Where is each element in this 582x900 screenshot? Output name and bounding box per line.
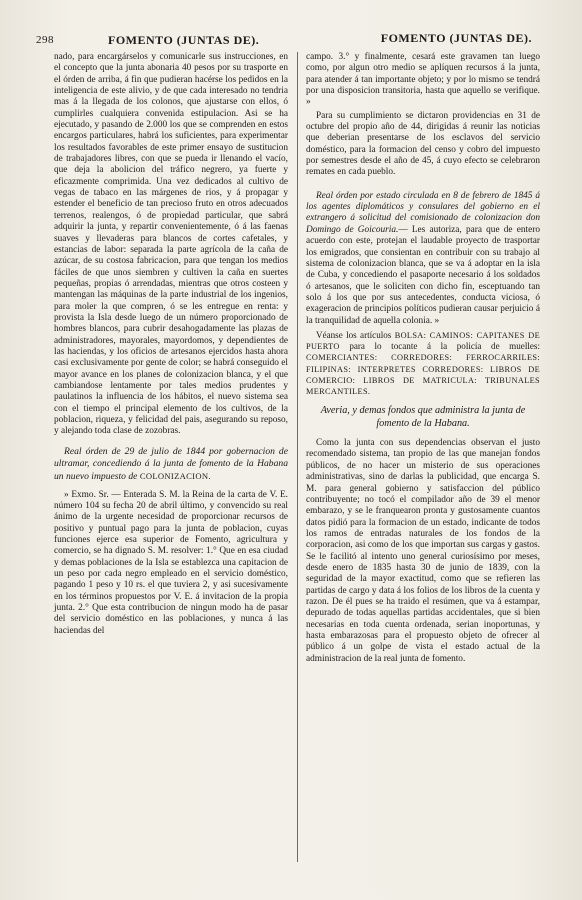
cross-references [306, 330, 540, 397]
column-divider [297, 52, 298, 862]
section-title-text: Real órden de 29 de julio de 1844 por gobernacion de ultramar, concediendo á la junta de fomento de la Habana un nuevo impuesto de [54, 445, 288, 482]
right-column [306, 52, 540, 668]
refs-mid: para lo tocante á la policía de muelles: [349, 341, 540, 352]
section-heading: Averia, y demas fondos que administra la junta de fomento de la Habana. [320, 405, 526, 429]
section-title-text: Real órden por estado circulada en 8 de febrero de 1845 á los agentes diplomáticos y consulares del gobierno en el extrangero á solicitud del comisionado de colonizacion don Domingo de Goicouria. [306, 190, 540, 235]
running-header [36, 30, 546, 50]
section-body: — Les autoriza, para que de entero acuerdo con este, protejan el laudable proyecto de trasportar los emigrados, que consientan en contribuir con su trabajo al sistema de colonizacion blanca, que se va á adoptar en la isla de Cuba, y concediendo el pasaporte necesario á los soldados ó artesanos, que le soliciten con dicho fin, esceptuando tan solo á los que por sus antecedentes, conducta viciosa, ó exageracion de principios políticos pudieran causar perjuicio á la tranquilidad de aquella colonia. » [306, 224, 540, 326]
spacer [306, 181, 540, 191]
refs-articles: BOLSA: CAMINOS: CAPITANES DE PUERTO [306, 330, 541, 352]
paragraph: campo. 3.° y finalmente, cesará este gravamen tan luego como, por algun otro medio se aplíquen recursos á la junta, para atender á tan importante objeto; y por lo mismo se tendrá por una disposicion transitoria, hasta que aquello se verifique. » [306, 52, 540, 108]
refs-lead: Véanse los artículos [316, 329, 392, 340]
paragraph: Para su cumplimiento se dictaron providencias en 31 de octubre del propio año de 44, dirigidas á reunir las noticias que deberian presentarse de los esclavos del servicio doméstico, para la formacion del censo y cobro del impuesto por semestres desde el año de 45, á cuyo efecto se celebraron remates en cada pueblo. [306, 110, 540, 178]
section-title-caps: COLONIZACION. [139, 470, 211, 481]
running-title-left: FOMENTO (JUNTAS DE). [108, 33, 260, 47]
section-title [54, 446, 288, 483]
paragraph: Como la junta con sus dependencias observan el justo recomendado sistema, tan propio de las que manejan fondos públicos, de no hacer un misterio de sus operaciones administrativas, sino de darlas la publicidad, que encarga S. M. para general gobierno y satisfaccion del público contribuyente; no tocó el compilador año de 39 el menor embarazo, y se le franquearon pronta y gustosamente cuantos datos pidió para la formacion de un estado, indicante de todos los ramos de entradas naturales de los fondos de la corporacion, asi como de los que importan sus cargas y gastos. Se le facilitó al intento uno general curiosísimo por meses, desde enero de 1835 hasta 30 de junio de 1839, con la seguridad de la mayor exactitud, como que se refieren las partidas de cargo y data á los folios de los libros de la cuenta y razon. De él pues se ha traido el resúmen, que va á estampar, depurado de todas aquellas partidas accidentales, que si bien necesarias en toda cuenta ordenada, serian inoportunas, y hasta embarazosas para el propuesto objeto de ofrecer al público á un golpe de vista el estado actual de la administracion de la real junta de fomento. [306, 438, 540, 664]
refs-articles-2: COMERCIANTES: CORREDORES: FERROCARRILES: FILIPINAS: INTERPRETES CORREDORES: LIBROS DE COMERCIO: LIBROS DE MATRICULA: TRIBUNALES MERCANTILES. [306, 353, 540, 396]
paragraph: nado, para encargárselos y comunicarle sus instrucciones, en el concepto que la junta abonaria 40 pesos por su trasporte en el órden de arriba, á fin que pudieran hacérse los pedidos en la inteligencia de este alivio, y de que cada interesado no tendria mas á la llegada de los colonos, que ajustarse con ellos, ó cumplirles cualquiera convenida estipulacion. Asi se ha ejecutado, y pasando de 2.000 los que se comprenden en estos encargos particulares, habrá los suficientes, para experimentar los resultados favorables de este primer ensayo de sustitucion de trabajadores libres, con que se pueda ir llenando el vacío, que deja la abolicion del tráfico negrero, ya fuerte y eficazmente comprimida. Una vez dedicados al cultivo de vegas de tabaco en las márgenes de rios, y á propagar y estender el beneficio de tan precioso fruto en otros adecuados terrenos, realengos, ó de propiedad particular, que sabrá adquirir la junta, y repartir convenientemente, ó á las faenas suaves y llevaderas para blancos de cortes cafetales, y estancias de labor: separada la parte agrícola de la caña de azúcar, de su costosa fabricacion, para que tengan los medios fáciles de que unos siembren y cultiven la caña en suertes pequeñas, propias ó arrendadas, mientras que otros costeen y mantengan las máquinas de la parte industrial de los ingenios, para moler la que compren, ó se les entregue en renta: y provista la Isla desde luego de un número proporcionado de hombres blancos, para cubrir desahogadamente las plazas de administradores, mayorales, mayordomos, y dependientes de las haciendas, y los oficios de artesanos ejercidos hasta ahora casi exclusivamente por gente de color; se habrá conseguido el mayor avance en los planes de colonizacion blanca, y el que cambiandose lentamente por tales medios prudentes y paulatinos la influencia de los hábitos, el nuevo sistema sea con el tiempo el principal elemento de los cultivos, de la poblacion, riqueza, y felicidad del pais, asegurando su reposo, y alejando toda clase de zozobras. [54, 52, 288, 437]
page-number: 298 [36, 34, 54, 46]
running-title-right: FOMENTO (JUNTAS DE). [380, 31, 532, 45]
paragraph: » Exmo. Sr. — Enterada S. M. la Reina de la carta de V. E. número 104 su fecha 20 de abril último, y convencido su real ánimo de la urgente necesidad de proporcionar recursos de positivo y puntual pago para la junta de poblacion, cuyas funciones ejerce esa superior de Fomento, agricultura y comercio, se ha dignado S. M. resolver: 1.° Que en esa ciudad y demas poblaciones de la Isla se establezca una capitacion de un peso por cada negro empleado en el servicio doméstico, pagando 1 peso y 10 rs. el que tuviera 2, y asi sucesivamente en los términos propuestos por V. E. á invitacion de la propia junta. 2.° Que esta contribucion de ningun modo ha de pasar del servicio doméstico en las poblaciones, y nunca á las haciendas del [54, 489, 288, 636]
section-title [306, 191, 540, 327]
left-column [54, 52, 288, 640]
